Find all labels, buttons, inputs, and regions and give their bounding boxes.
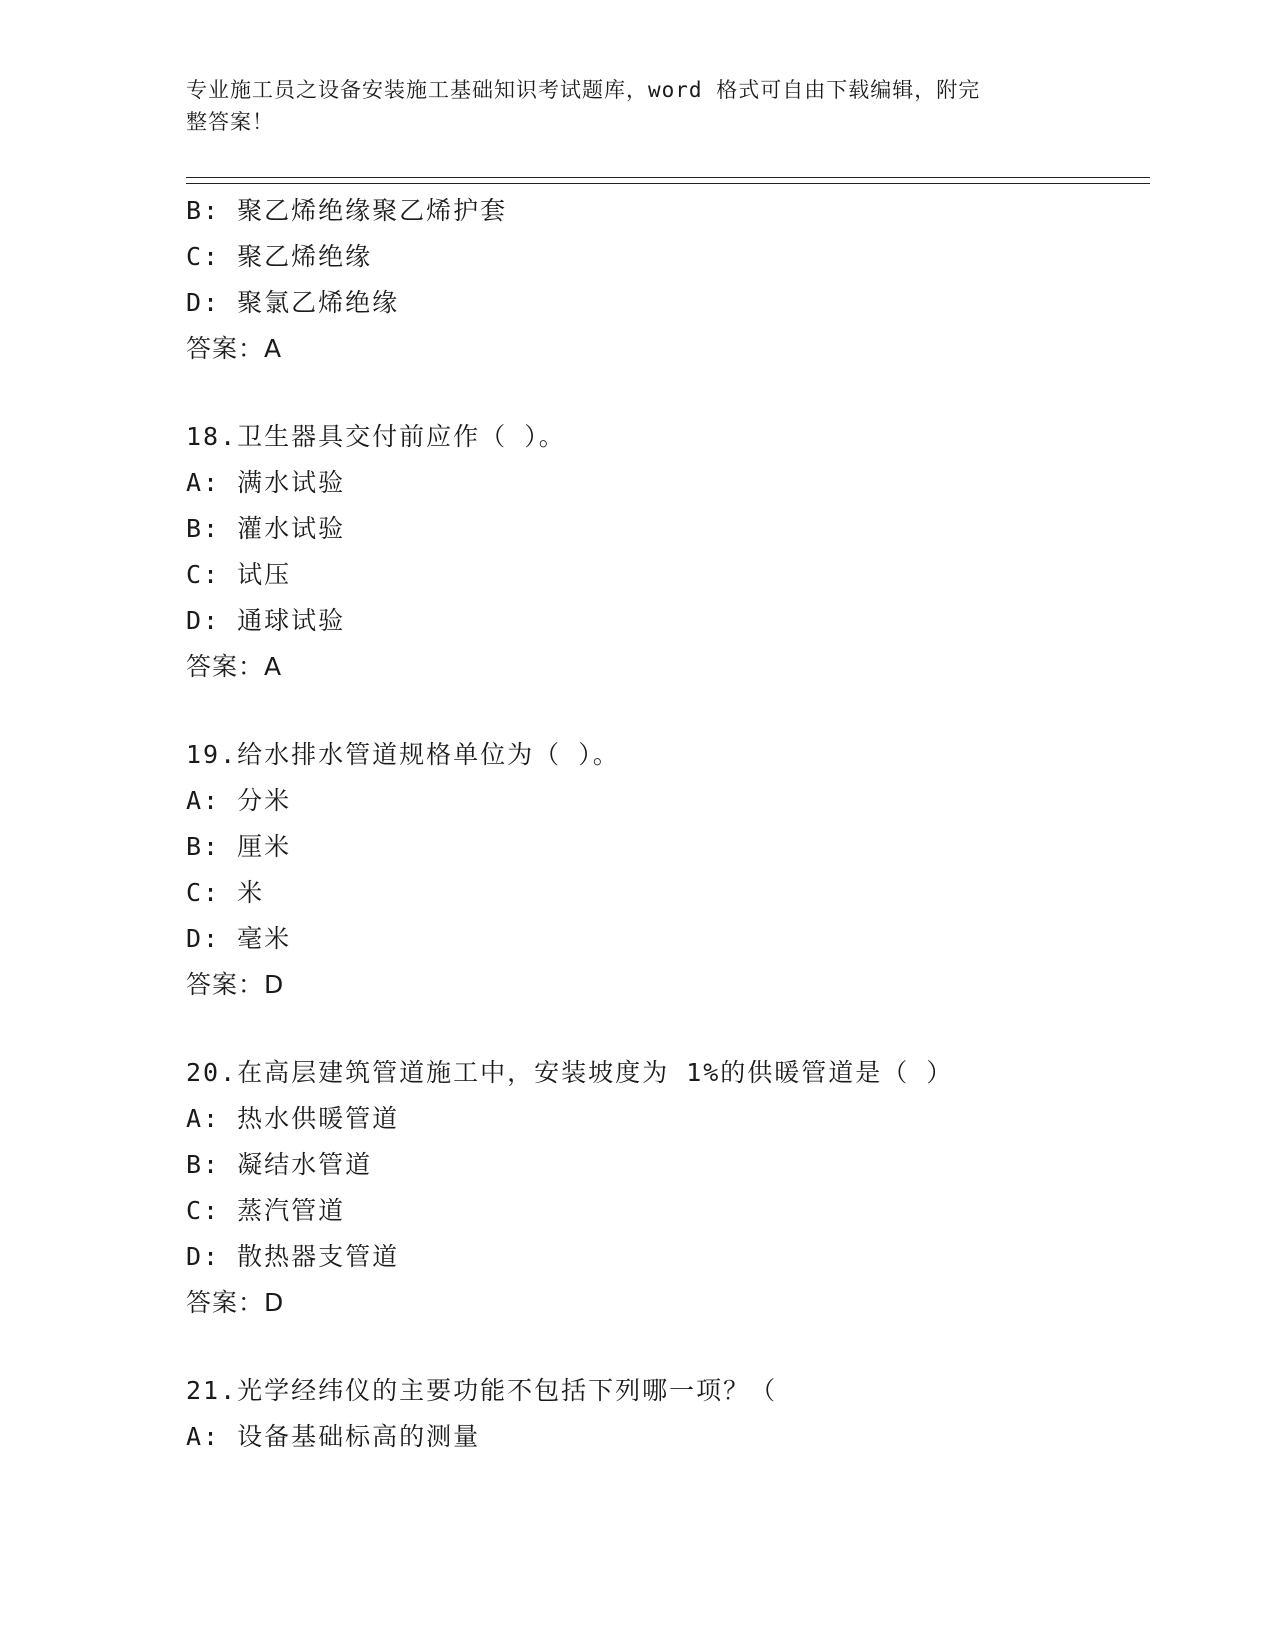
- option-b: B: 厘米: [186, 832, 292, 861]
- answer-line: 答案：A: [186, 334, 283, 363]
- option-b: B: 灌水试验: [186, 514, 346, 543]
- document-header: [186, 74, 1086, 138]
- question-block-21: [186, 1368, 1150, 1460]
- question-stem: 20.在高层建筑管道施工中，安装坡度为 1%的供暖管道是（ ）: [186, 1058, 954, 1087]
- option-c: C: 试压: [186, 560, 292, 589]
- question-stem: 19.给水排水管道规格单位为（ ）。: [186, 740, 620, 769]
- answer-line: 答案：D: [186, 1288, 285, 1317]
- option-a: A: 分米: [186, 786, 292, 815]
- question-block-19: [186, 732, 1150, 1008]
- option-c: C: 蒸汽管道: [186, 1196, 346, 1225]
- option-a: A: 热水供暖管道: [186, 1104, 400, 1133]
- option-a: A: 满水试验: [186, 468, 346, 497]
- option-c: C: 聚乙烯绝缘: [186, 242, 373, 271]
- question-block-20: [186, 1050, 1150, 1326]
- option-d: D: 通球试验: [186, 606, 346, 635]
- option-d: D: 毫米: [186, 924, 292, 953]
- option-d: D: 聚氯乙烯绝缘: [186, 288, 400, 317]
- option-b: B: 聚乙烯绝缘聚乙烯护套: [186, 196, 508, 225]
- option-d: D: 散热器支管道: [186, 1242, 400, 1271]
- header-divider-bottom: [186, 183, 1150, 184]
- question-stem: 18.卫生器具交付前应作（ ）。: [186, 422, 566, 451]
- answer-line: 答案：D: [186, 970, 285, 999]
- question-block-17: [186, 188, 1150, 372]
- option-a: A: 设备基础标高的测量: [186, 1422, 481, 1451]
- question-list: [186, 188, 1150, 1460]
- option-b: B: 凝结水管道: [186, 1150, 373, 1179]
- header-divider-top: [186, 177, 1150, 178]
- question-stem: 21.光学经纬仪的主要功能不包括下列哪一项？（: [186, 1376, 778, 1405]
- answer-line: 答案：A: [186, 652, 283, 681]
- header-line-1: 专业施工员之设备安装施工基础知识考试题库，word 格式可自由下载编辑，附完: [186, 78, 981, 102]
- header-line-2: 整答案！: [186, 110, 274, 134]
- option-c: C: 米: [186, 878, 265, 907]
- question-block-18: [186, 414, 1150, 690]
